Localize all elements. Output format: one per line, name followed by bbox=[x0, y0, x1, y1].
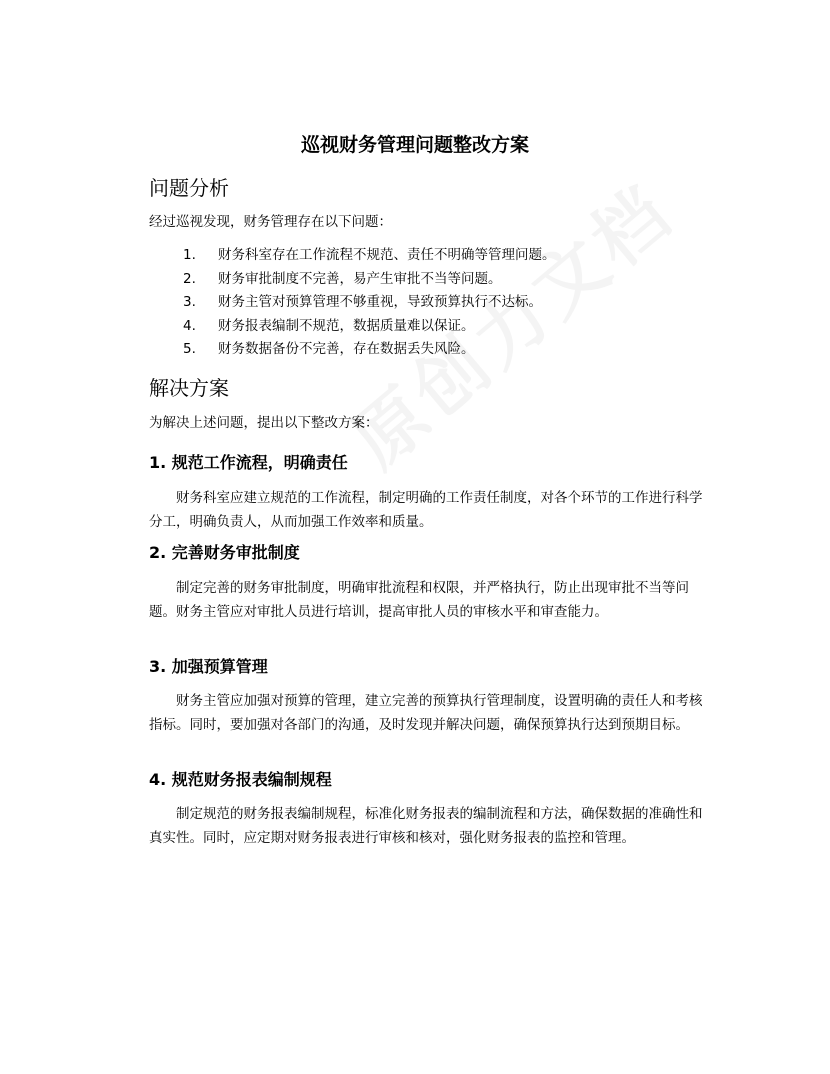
subsection-body: 制定规范的财务报表编制规程，标准化财务报表的编制流程和方法，确保数据的准确性和真实性。同时，应定期对财务报表进行审核和核对，强化财务报表的监控和管理。 bbox=[149, 806, 703, 846]
subsection-title: 3. 加强预算管理 bbox=[149, 657, 268, 676]
list-item-text: 财务数据备份不完善，存在数据丢失风险。 bbox=[218, 341, 475, 357]
list-item-number: 3. bbox=[183, 294, 196, 310]
list-item bbox=[149, 291, 709, 315]
list-item-number: 4. bbox=[183, 317, 196, 334]
list-item-number: 1. bbox=[183, 247, 196, 263]
list-item-number: 2. bbox=[183, 270, 196, 287]
list-item bbox=[149, 268, 709, 292]
analysis-intro: 经过巡视发现，财务管理存在以下问题： bbox=[149, 214, 392, 230]
subsection-title: 4. 规范财务报表编制规程 bbox=[149, 770, 332, 789]
list-item-text: 财务主管对预算管理不够重视，导致预算执行不达标。 bbox=[218, 294, 542, 310]
subsection-body: 财务科室应建立规范的工作流程，制定明确的工作责任制度，对各个环节的工作进行科学分工，明确负责人，从而加强工作效率和质量。 bbox=[149, 490, 703, 530]
subsection-body: 制定完善的财务审批制度，明确审批流程和权限，并严格执行，防止出现审批不当等问题。财务主管应对审批人员进行培训，提高审批人员的审核水平和审查能力。 bbox=[149, 580, 689, 620]
problem-list bbox=[149, 244, 709, 362]
solution-intro: 为解决上述问题，提出以下整改方案： bbox=[149, 415, 379, 431]
list-item bbox=[149, 338, 709, 362]
list-item-text: 财务审批制度不完善，易产生审批不当等问题。 bbox=[218, 270, 502, 287]
list-item bbox=[149, 244, 709, 268]
subsection-title: 1. 规范工作流程，明确责任 bbox=[149, 453, 348, 472]
list-item-text: 财务科室存在工作流程不规范、责任不明确等管理问题。 bbox=[218, 247, 556, 263]
list-item-number: 5. bbox=[183, 341, 196, 357]
document-title: 巡视财务管理问题整改方案 bbox=[300, 134, 529, 156]
subsection-body: 财务主管应加强对预算的管理，建立完善的预算执行管理制度，设置明确的责任人和考核指标。同时，要加强对各部门的沟通，及时发现并解决问题，确保预算执行达到预期目标。 bbox=[149, 693, 703, 733]
subsection-title: 2. 完善财务审批制度 bbox=[149, 543, 300, 562]
section-heading-solution: 解决方案 bbox=[149, 376, 229, 400]
list-item-text: 财务报表编制不规范，数据质量难以保证。 bbox=[218, 317, 475, 334]
list-item bbox=[149, 315, 709, 339]
section-heading-analysis: 问题分析 bbox=[149, 176, 229, 200]
